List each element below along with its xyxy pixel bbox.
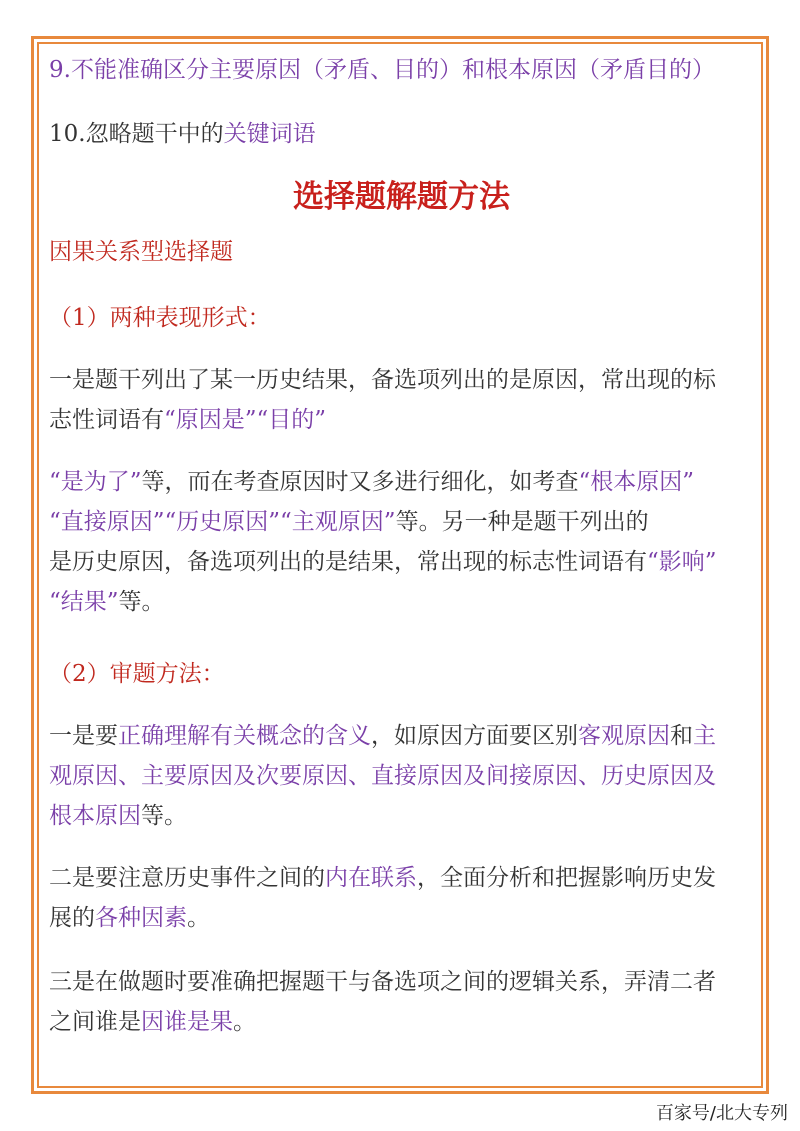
text-span: ，全面分析和把握影响历史发	[417, 865, 716, 891]
text-span: 一是要	[49, 723, 118, 749]
paragraph-line	[49, 462, 717, 502]
text-span: 等。	[118, 589, 165, 615]
keyword-span: 客观原因	[578, 723, 670, 749]
paragraph-forms-1	[49, 360, 716, 440]
text-span: 之间谁是	[49, 1009, 141, 1035]
paragraph-method-3	[49, 962, 716, 1042]
text-span: ，如原因方面要区别	[371, 723, 578, 749]
text-span: 展的	[49, 905, 95, 931]
text-span: 等。	[141, 803, 187, 829]
item-10-text: 10.忽略题干中的	[49, 121, 224, 147]
keyword-span: “根本原因”	[578, 469, 695, 495]
keyword-span: 内在联系	[325, 865, 417, 891]
paragraph-line	[49, 502, 717, 542]
paragraph-line	[49, 796, 716, 836]
item-9: 9.不能准确区分主要原因（矛盾、目的）和根本原因（矛盾目的）	[49, 57, 715, 83]
paragraph-line: 观原因、主要原因及次要原因、直接原因及间接原因、历史原因及	[49, 763, 716, 789]
paragraph-method-2	[49, 858, 716, 938]
paragraph-line	[49, 858, 716, 898]
text-span: 等，而在考查原因时又多进行细化，如考查	[141, 469, 579, 495]
paragraph-line	[49, 1002, 716, 1042]
page-title: 选择题解题方法	[293, 179, 510, 215]
text-span: 等。另一种是题干列出的	[395, 509, 649, 535]
paragraph-line	[49, 716, 716, 756]
keyword-span: “原因是”“目的”	[164, 407, 327, 433]
subsection-2-title: （2）审题方法：	[49, 661, 225, 687]
paragraph-forms-2	[49, 462, 717, 622]
text-span: 二是要注意历史事件之间的	[49, 865, 325, 891]
item-10	[49, 114, 316, 154]
keyword-span: “结果”	[49, 589, 119, 615]
keyword-span: “是为了”	[49, 469, 142, 495]
subsection-1-title: （1）两种表现形式：	[49, 305, 271, 331]
paragraph-line: 三是在做题时要准确把握题干与备选项之间的逻辑关系，弄清二者	[49, 969, 716, 995]
keyword-span: 正确理解有关概念的含义	[118, 723, 371, 749]
keyword-span: 各种因素	[95, 905, 187, 931]
section-title: 因果关系型选择题	[49, 239, 233, 265]
paragraph-line	[49, 542, 717, 582]
text-span: 。	[187, 905, 210, 931]
keyword-span: “影响”	[647, 549, 717, 575]
keyword-span: 因谁是果	[141, 1009, 233, 1035]
paragraph-method-1	[49, 716, 716, 836]
keyword-span: “直接原因”“历史原因”“主观原因”	[49, 509, 396, 535]
watermark: 百家号/北大专列	[655, 1103, 788, 1124]
keyword-span: 根本原因	[49, 803, 141, 829]
text-span: 志性词语有	[49, 407, 164, 433]
paragraph-line	[49, 898, 716, 938]
text-span: 是历史原因，备选项列出的是结果，常出现的标志性词语有	[49, 549, 647, 575]
keyword-span: 主	[693, 723, 716, 749]
text-span: 。	[233, 1009, 256, 1035]
paragraph-line	[49, 400, 716, 440]
item-10-highlight: 关键词语	[223, 121, 316, 147]
paragraph-line	[49, 582, 717, 622]
paragraph-line: 一是题干列出了某一历史结果，备选项列出的是原因，常出现的标	[49, 367, 716, 393]
text-span: 和	[670, 723, 693, 749]
